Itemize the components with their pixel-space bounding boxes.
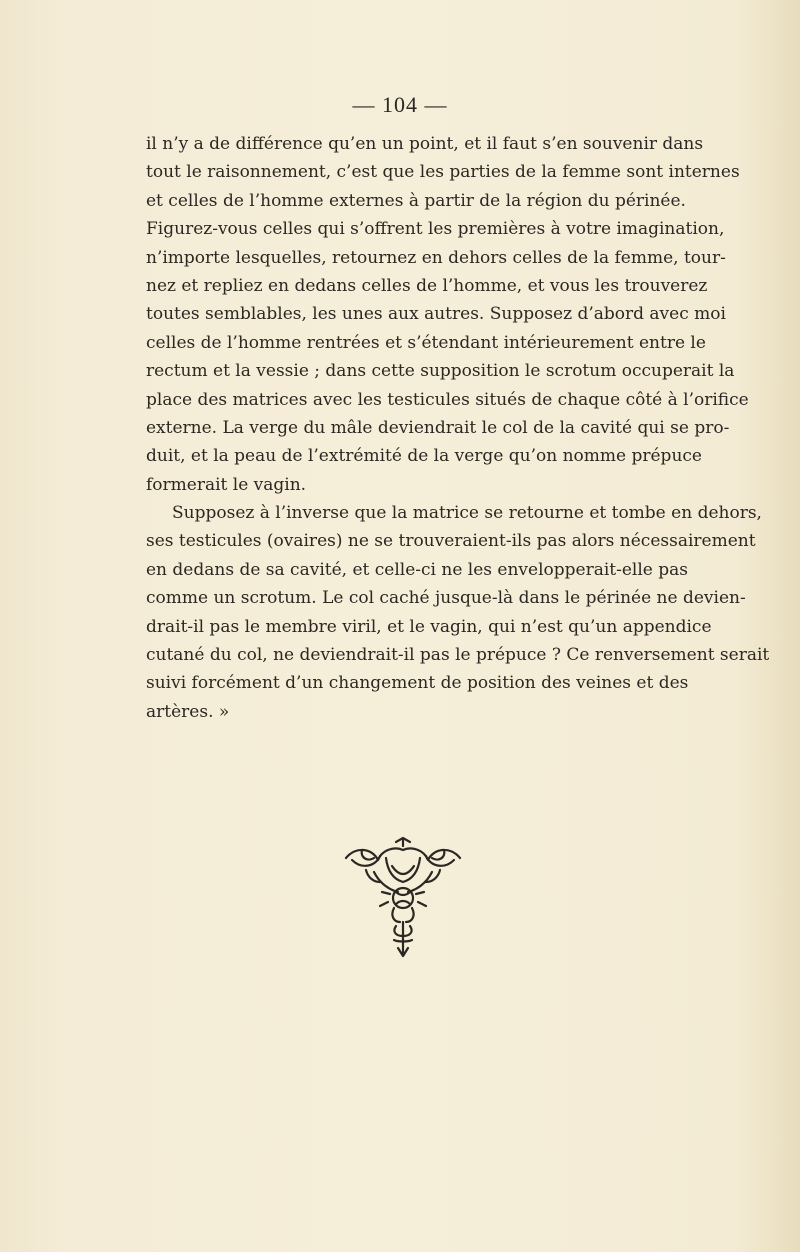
text-line: ses testicules (ovaires) ne se trouveraient-ils pas alors nécessairement	[146, 531, 756, 552]
text-line: nez et repliez en dedans celles de l’homme, et vous les trouverez	[146, 275, 708, 296]
floral-tailpiece-ornament-icon	[338, 836, 468, 966]
text-line: Supposez à l’inverse que la matrice se retourne et tombe en dehors,	[172, 503, 762, 524]
body-text	[146, 130, 770, 726]
text-line: suivi forcément d’un changement de position des veines et des	[146, 673, 689, 694]
text-line: Figurez-vous celles qui s’offrent les premières à votre imagination,	[146, 219, 725, 240]
text-line: externe. La verge du mâle deviendrait le col de la cavité qui se pro-	[146, 417, 730, 438]
text-line: rectum et la vessie ; dans cette supposition le scrotum occuperait la	[146, 361, 735, 382]
text-line: place des matrices avec les testicules situés de chaque côté à l’orifice	[146, 389, 749, 410]
text-line: toutes semblables, les unes aux autres. Supposez d’abord avec moi	[146, 304, 726, 325]
text-line: cutané du col, ne deviendrait-il pas le prépuce ? Ce renversement serait	[146, 645, 770, 666]
page-number: — 104 —	[352, 92, 448, 117]
text-line: duit, et la peau de l’extrémité de la verge qu’on nomme prépuce	[146, 446, 702, 467]
text-line: formerait le vagin.	[146, 474, 307, 495]
text-line: et celles de l’homme externes à partir de la région du périnée.	[146, 190, 686, 211]
text-line: n’importe lesquelles, retournez en dehors celles de la femme, tour-	[146, 247, 726, 268]
text-line: il n’y a de différence qu’en un point, et il faut s’en souvenir dans	[146, 134, 704, 154]
text-line: comme un scrotum. Le col caché jusque-là dans le périnée ne devien-	[146, 588, 746, 609]
text-line: en dedans de sa cavité, et celle-ci ne les envelopperait-elle pas	[146, 559, 688, 580]
text-line: tout le raisonnement, c’est que les parties de la femme sont internes	[146, 162, 740, 183]
text-line: artères. »	[146, 701, 230, 722]
text-line: celles de l’homme rentrées et s’étendant intérieurement entre le	[146, 332, 706, 353]
text-line: drait-il pas le membre viril, et le vagin, qui n’est qu’un appendice	[146, 616, 712, 637]
